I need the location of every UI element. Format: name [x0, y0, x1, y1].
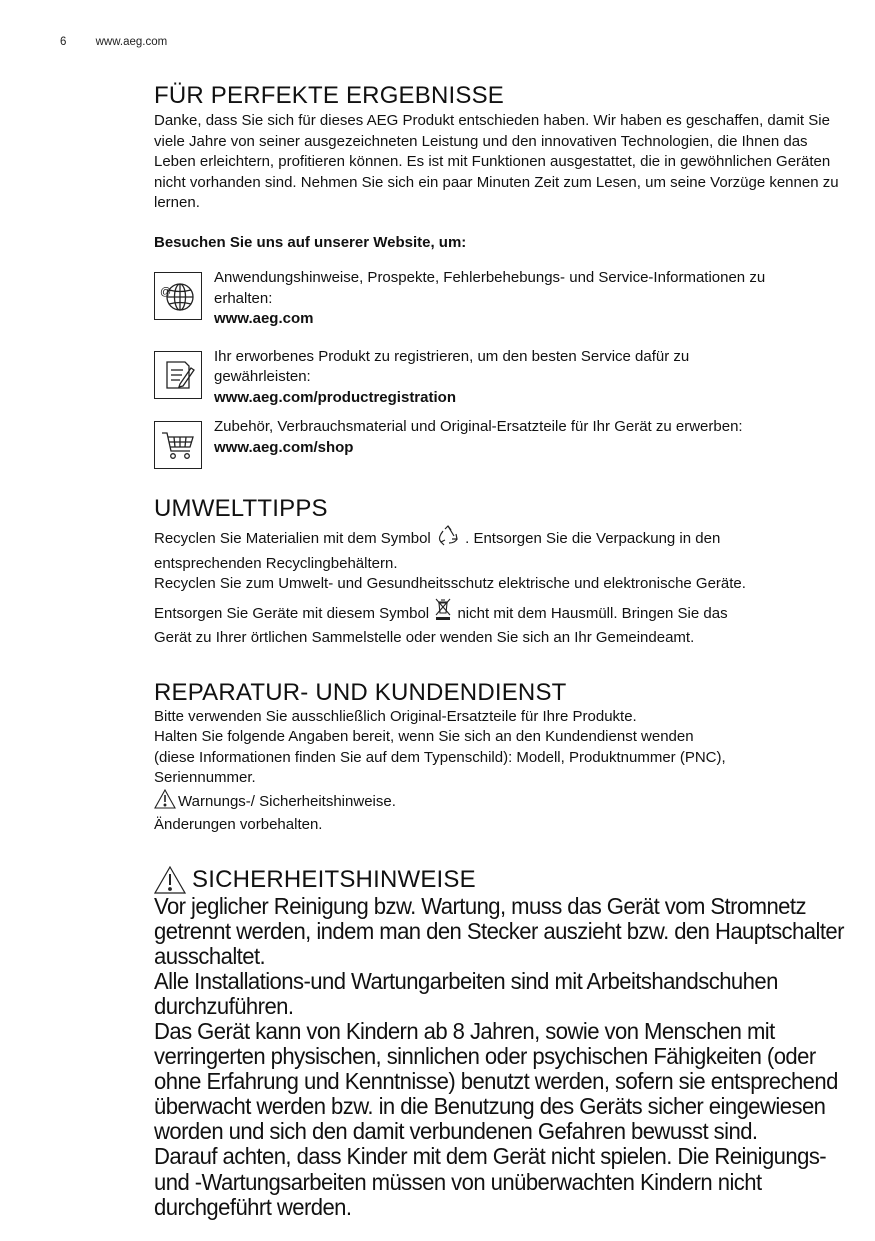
- shopping-cart-icon: [154, 421, 202, 469]
- registration-document-icon: [154, 351, 202, 399]
- recycle-line-2: entsprechenden Recyclingbehältern.: [154, 554, 398, 572]
- dispose-text: Entsorgen Sie Geräte mit diesem Symbol: [154, 604, 430, 622]
- dispose-text: nicht mit dem Hausmüll. Bringen Sie das: [457, 604, 728, 622]
- service-link-registration[interactable]: www.aeg.com/productregistration: [214, 388, 456, 406]
- intro-title: FÜR PERFEKTE ERGEBNISSE: [154, 82, 504, 109]
- recycle-text: . Entsorgen Sie die Verpackung in den: [465, 530, 721, 547]
- repair-line-1: Bitte verwenden Sie ausschließlich Original-Ersatzteile für Ihre Produkte.: [154, 707, 637, 725]
- page-content: [154, 82, 844, 1220]
- page-number: 6: [60, 36, 67, 48]
- safety-paragraph-2: Alle Installations-und Wartungarbeiten sind mit Arbeitshandschuhen durchzuführen.: [154, 967, 778, 1019]
- recycle-text: Recyclen Sie Materialien mit dem Symbol: [154, 530, 431, 547]
- header-website: www.aeg.com: [95, 36, 168, 48]
- repair-line-2: Halten Sie folgende Angaben bereit, wenn Sie sich an den Kundendienst wenden: [154, 728, 694, 745]
- safety-title: SICHERHEITSHINWEISE: [192, 865, 476, 893]
- service-item-registration: [154, 347, 844, 409]
- intro-paragraph: Danke, dass Sie sich für dieses AEG Produkt entschieden haben. Wir haben es geschaffen, damit Sie viele Jahre von seiner ausgezeichneten Leistung und den innovativen Technologien, die Ihnen das Leben erleichtern, profitieren können. Es ist mit Funktionen ausgestattet, die in gewöhnlichen Geräten nicht vorhanden sind. Nehmen Sie sich ein paar Minuten Zeit zum Lesen, um seine Vorzüge kennen zu lernen.: [154, 112, 839, 211]
- electrical-recycle-line: Recyclen Sie zum Umwelt- und Gesundheitsschutz elektrische und elektronische Geräte.: [154, 575, 746, 592]
- repair-line-4: Seriennummer.: [154, 769, 256, 786]
- service-item-info: [154, 269, 844, 330]
- page-header: [60, 36, 167, 48]
- changes-note: Änderungen vorbehalten.: [154, 816, 323, 833]
- safety-title-row: [154, 866, 844, 894]
- service-desc-line: Anwendungshinweise, Prospekte, Fehlerbehebungs- und Service-Informationen zu: [214, 269, 766, 286]
- environment-title: UMWELTTIPPS: [154, 495, 328, 522]
- service-text-shop: [214, 417, 743, 458]
- safety-paragraph-3: Das Gerät kann von Kindern ab 8 Jahren, sowie von Menschen mit verringerten physischen, sinnlichen oder psychischen Fähigkeiten (oder ohne Erfahrung und Kenntnisse) benutzt werden, sofern sie entsprechend überwacht werden bzw. in die Benutzung des Geräts sicher eingewiesen worden und sich den damit verbundenen Gefahren bewusst sind.: [154, 1017, 838, 1145]
- repair-title: REPARATUR- UND KUNDENDIENST: [154, 678, 567, 706]
- warning-triangle-icon: [154, 866, 186, 894]
- safety-text: [154, 894, 845, 1220]
- recycle-icon: [435, 525, 461, 554]
- service-desc-line: Ihr erworbenes Produkt zu registrieren, um den besten Service dafür zu: [214, 347, 690, 365]
- recycle-line: [154, 525, 844, 554]
- repair-line-3: (diese Informationen finden Sie auf dem Typenschild): Modell, Produktnummer (PNC),: [154, 748, 726, 766]
- warning-note-text: Warnungs-/ Sicherheitshinweise.: [178, 792, 396, 810]
- safety-paragraph-1: Vor jeglicher Reinigung bzw. Wartung, muss das Gerät vom Stromnetz getrennt werden, indem man den Stecker auszieht bzw. den Hauptschalter ausschaltet.: [154, 892, 844, 969]
- service-item-shop: [154, 418, 844, 469]
- warning-note-line: [154, 789, 844, 816]
- service-text-info: [214, 268, 765, 330]
- warning-triangle-icon: [154, 789, 176, 816]
- web-globe-icon: [154, 272, 202, 320]
- dispose-line: [154, 598, 844, 629]
- dispose-line-2: Gerät zu Ihrer örtlichen Sammelstelle oder wenden Sie sich an Ihr Gemeindeamt.: [154, 629, 695, 646]
- crossed-bin-icon: [433, 598, 453, 629]
- service-desc-line: Zubehör, Verbrauchsmaterial und Original-Ersatzteile für Ihr Gerät zu erwerben:: [214, 418, 743, 435]
- service-link-aeg[interactable]: www.aeg.com: [214, 310, 314, 327]
- visit-heading: Besuchen Sie uns auf unserer Website, um:: [154, 233, 467, 251]
- service-desc-line: erhalten:: [214, 289, 273, 307]
- svg-text:@: @: [160, 286, 172, 298]
- safety-paragraph-4: Darauf achten, dass Kinder mit dem Gerät nicht spielen. Die Reinigungs- und -Wartungsarbeiten müssen von unüberwachten Kindern nicht durchgeführt werden.: [154, 1143, 827, 1220]
- service-text-registration: [214, 347, 689, 409]
- service-desc-line: gewährleisten:: [214, 368, 311, 385]
- service-link-shop[interactable]: www.aeg.com/shop: [214, 438, 354, 456]
